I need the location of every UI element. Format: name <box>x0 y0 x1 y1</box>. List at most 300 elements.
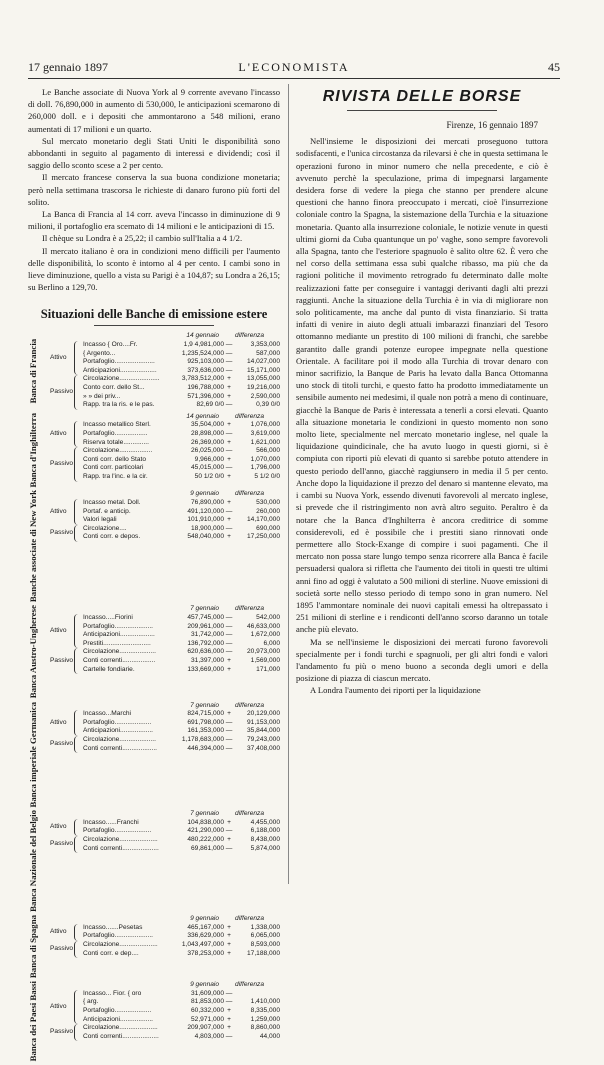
row-label: Conti correnti.................... <box>83 1032 159 1040</box>
bank-table-header <box>50 332 280 341</box>
row-sign: — <box>225 736 233 744</box>
rivista-rule <box>347 110 497 111</box>
bank-body <box>50 413 280 488</box>
row-difference: 8,860,000 <box>250 1024 280 1032</box>
bank-body <box>50 490 280 602</box>
row-value: 101,910,000 <box>187 516 224 524</box>
brace-icon <box>74 941 81 958</box>
table-row <box>83 525 280 534</box>
header-rule <box>28 78 560 79</box>
row-value: 45,015,000 <box>190 464 224 472</box>
bank-group <box>50 1024 280 1041</box>
header-date: 17 gennaio 1897 <box>28 60 108 74</box>
row-difference: 44,000 <box>259 1032 280 1040</box>
brace-icon <box>74 1024 81 1041</box>
row-label: Incasso.......Pesetas <box>83 923 143 931</box>
row-label: Incasso... Fior. { oro <box>83 989 142 997</box>
row-label: Circolazione...................... <box>83 375 160 383</box>
row-label: Conti correnti................... <box>83 744 158 752</box>
brace-icon <box>74 736 81 753</box>
bank-date: 7 gennaio <box>190 810 220 818</box>
brace-icon <box>74 710 81 736</box>
left-paragraph: Il chèque su Londra è a 25,22; il cambio sull'Italia a 4 1/2. <box>42 233 243 244</box>
row-sign: — <box>225 341 233 349</box>
rivista-paragraph: Ma se nell'insieme le disposizioni dei mercati furono favorevoli specialmente per i fondi turchi e spagnuoli, per gli altri fondi e valori l'andamento fu più o meno buono a seconda degli umori e della posizione di piazza di ciascun mercato. <box>296 636 548 684</box>
row-sign: + <box>227 940 231 948</box>
table-row <box>83 745 280 754</box>
table-row <box>83 710 280 719</box>
row-value: 925,103,000 <box>187 358 224 366</box>
table-row <box>83 727 280 736</box>
row-value: 480,222,000 <box>187 836 224 844</box>
table-row <box>83 473 280 482</box>
group-label: Attivo <box>50 718 67 726</box>
bank-group <box>50 614 280 648</box>
brace-icon <box>74 836 81 853</box>
row-label: Anticipazioni.................. <box>83 727 153 735</box>
table-row <box>83 401 280 410</box>
bank-group <box>50 819 280 836</box>
bank-name: Banca Austro-Ungherese <box>28 605 38 699</box>
row-label: Anticipazioni.................. <box>83 1015 153 1023</box>
bank-date: 9 gennaio <box>190 490 220 498</box>
group-label: Attivo <box>50 823 67 831</box>
header-page-number: 45 <box>548 60 560 74</box>
brace-icon <box>74 614 81 648</box>
group-rows <box>83 499 280 525</box>
row-label: Rapp. tra la ris. e le pas. <box>83 401 155 409</box>
bank-block <box>28 605 280 698</box>
row-label: Riserva totale.............. <box>83 438 149 446</box>
row-difference: 8,593,000 <box>250 940 280 948</box>
row-value: 824,715,000 <box>187 710 224 718</box>
group-label: Attivo <box>50 1002 67 1010</box>
row-sign: — <box>225 639 233 647</box>
row-difference: 3,619,000 <box>250 429 280 437</box>
row-difference: 8,335,000 <box>250 1007 280 1014</box>
row-value: 1,235,524,000 <box>181 349 224 357</box>
row-label: Cartelle fondiarie. <box>83 665 135 673</box>
row-label: » » dei priv... <box>83 392 121 400</box>
row-difference: 91,153,000 <box>246 718 280 726</box>
group-rows <box>83 648 280 674</box>
row-sign: + <box>227 384 231 392</box>
row-value: 209,961,000 <box>187 622 224 630</box>
table-row <box>83 990 280 999</box>
table-row <box>83 508 280 517</box>
row-sign: + <box>227 455 231 463</box>
group-label: Attivo <box>50 353 67 361</box>
brace-icon <box>74 525 81 542</box>
group-rows <box>83 1024 280 1041</box>
group-rows <box>83 421 280 447</box>
row-difference: 8,438,000 <box>250 836 280 844</box>
bank-table-header <box>50 981 280 990</box>
row-value: 136,792,000 <box>187 639 224 647</box>
brace-icon <box>74 990 81 1024</box>
left-paragraph: Il mercato italiano è ora in condizioni meno difficili per l'aumento delle disponibilità, lo sconto è intorno al 4 per cento. I cambi sono in lieve diminuzione, quello a vista su Parigi è a 104,87; su Londra a 26,15; su Berlino a 129,70. <box>28 245 280 293</box>
row-label: Incasso...Marchi <box>83 710 132 718</box>
group-rows <box>83 614 280 648</box>
row-value: 196,788,000 <box>187 384 224 392</box>
brace-icon <box>74 648 81 674</box>
row-label: Portafoglio..................... <box>83 932 153 940</box>
section-rule <box>94 325 214 326</box>
row-value: 104,838,000 <box>187 818 224 826</box>
row-label: Conti correnti.................. <box>83 656 156 664</box>
table-row <box>83 614 280 623</box>
table-row <box>83 464 280 473</box>
brace-icon <box>74 421 81 447</box>
group-rows <box>83 375 280 409</box>
table-row <box>83 623 280 632</box>
table-row <box>83 836 280 845</box>
group-rows <box>83 710 280 736</box>
row-difference: 1,070,000 <box>250 455 280 463</box>
row-value: 31,742,000 <box>190 631 224 639</box>
row-label: Valori legali <box>83 516 117 524</box>
row-difference: 5,874,000 <box>250 844 280 852</box>
row-sign: — <box>225 622 233 630</box>
bank-table-header <box>50 490 280 499</box>
row-value: 465,167,000 <box>187 923 224 931</box>
brace-icon <box>74 499 81 525</box>
row-label: Conti corr. e depos. <box>83 533 141 541</box>
bank-group <box>50 836 280 853</box>
row-sign: — <box>225 401 233 409</box>
row-sign: — <box>225 358 233 366</box>
group-label: Passivo <box>50 388 74 396</box>
bank-group <box>50 736 280 753</box>
row-label: Portafoglio..................... <box>83 622 153 630</box>
table-row <box>83 1024 280 1033</box>
row-sign: — <box>225 844 233 852</box>
group-label: Passivo <box>50 529 74 537</box>
bank-date: 7 gennaio <box>190 701 220 709</box>
row-value: 161,353,000 <box>187 727 224 735</box>
bank-diff-label: differenza <box>235 915 264 923</box>
bank-name: Banca Nazionale del Belgio <box>28 810 38 913</box>
left-paragraph: Il mercato francese conserva la sua buona condizione monetaria; però nella settimana trascorsa le richieste di danaro furono più forti del solito. <box>28 172 280 207</box>
row-difference: 13,055,000 <box>246 375 280 383</box>
row-difference: 1,672,000 <box>250 631 280 639</box>
table-row <box>83 640 280 649</box>
right-column <box>296 86 548 697</box>
table-row <box>83 932 280 941</box>
row-value: 620,636,000 <box>187 648 224 656</box>
group-rows <box>83 447 280 481</box>
table-row <box>83 367 280 376</box>
row-value: 31,397,000 <box>190 656 224 664</box>
row-sign: + <box>227 438 231 446</box>
bank-group <box>50 421 280 447</box>
row-value: 35,504,000 <box>190 421 224 429</box>
header-journal-title: L'ECONOMISTA <box>238 60 350 74</box>
row-difference: 1,569,000 <box>250 656 280 664</box>
row-difference: 17,188,000 <box>246 949 280 957</box>
bank-date: 14 gennaio <box>186 412 220 420</box>
table-row <box>83 516 280 525</box>
row-value: 76,890,000 <box>190 498 224 506</box>
row-value: 31,609,000 <box>190 989 224 997</box>
group-label: Attivo <box>50 928 67 936</box>
row-difference: 3,353,000 <box>250 341 280 349</box>
bank-diff-label: differenza <box>235 701 264 709</box>
bank-name: Banca imperiale Germanica <box>28 701 38 808</box>
row-sign: — <box>225 429 233 437</box>
row-value: 26,369,000 <box>190 438 224 446</box>
bank-table-header <box>50 810 280 819</box>
row-sign: — <box>225 631 233 639</box>
table-row <box>83 456 280 465</box>
row-difference: 79,243,000 <box>246 736 280 744</box>
row-difference: 46,633,000 <box>246 622 280 630</box>
row-difference: 1,410,000 <box>250 998 280 1006</box>
row-difference: 260,000 <box>256 507 280 515</box>
row-label: Conti corr. dello Stato <box>83 455 147 463</box>
page-header <box>28 60 560 76</box>
brace-icon <box>74 341 81 375</box>
row-difference: 37,408,000 <box>246 744 280 752</box>
row-difference: 171,000 <box>256 665 280 673</box>
row-label: Incasso metal. Doll. <box>83 498 141 506</box>
row-difference: 542,000 <box>256 614 280 622</box>
bank-block <box>28 981 280 1061</box>
row-label: Prestiti.......................... <box>83 639 151 647</box>
table-row <box>83 393 280 402</box>
group-label: Attivo <box>50 507 67 515</box>
bank-date: 7 gennaio <box>190 605 220 613</box>
row-label: Conti corr. e dep.... <box>83 949 139 957</box>
row-value: 336,629,000 <box>187 932 224 940</box>
row-value: 491,120,000 <box>187 507 224 515</box>
row-value: 457,745,000 <box>187 614 224 622</box>
row-difference: 14,170,000 <box>246 516 280 524</box>
row-value: 9,966,000 <box>194 455 224 463</box>
row-sign: — <box>225 989 233 997</box>
group-label: Passivo <box>50 656 74 664</box>
row-value: 421,290,000 <box>187 827 224 835</box>
row-value: 1,9 4,981,000 <box>183 341 224 349</box>
bank-group <box>50 990 280 1024</box>
row-sign: + <box>227 1007 231 1014</box>
row-sign: + <box>227 533 231 541</box>
table-row <box>83 941 280 950</box>
bank-group <box>50 499 280 525</box>
rivista-paragraph: Nell'insieme le disposizioni dei mercati proseguono tuttora sodisfacenti, e l'unica circostanza da rilevarsi è che in questa settimana le operazioni furono in minor numero che nella precedente, e ciò è avvenuto perchè la speculazione, prima di impegnarsi largamente desidera forse di vedere la piega che stanno per prendere alcune questioni che hanno finora preoccupato i mercati, cioè l'insurrezione coloniale contro la Spagna, la sistemazione della Turchia e la situazione monetaria. Quanto alla insurrezione coloniale, le notizie venute in questi ultimi giorni da Cuba quantunque un po' vaghe, sono sempre favorevoli alla Spagna, tanto che l'esteriore spagnuolo è salito oltre 62. È vero che nel corso della settimana essa subì qualche ribasso, ma più che da ragioni politiche il movimento retrogrado fu determinato dalle molte realizzazioni fatte per conseguire i vantaggi derivanti dagli alti prezzi raggiunti. Anche la situazione della Turchia è in via di migliorare non solo politicamente, ma anche dal punto di vista finanziario. Si tratta infatti di venire in aiuto degli attuali imbarazzi finanziari del Tesoro ottomanno mediante un prestito di 100 milioni di franchi, che sarebbe garantito dalle grandi potenze europee impegnate nella questione Orientale. A facilitare poi il modo alla Turchia di trovar denaro con minor sacrifizio, la Banque de Paris ha levato dalla Banca Ottomanna uno stock di titoli turchi, e questo fatto ha prodotto immediatamente un sensibile aumento nei medesimi, il quale non potrà a meno di continuare, giacchè la Banque de Paris è interessata a tenerli a corsi elevati. Quanto alla situazione monetaria le condizioni in questo momento non sono molto liete, specialmente nel mercato monetario inglese, nel quale la liquidazione quindicinale, che ha avuto luogo in questi giorni, si è compiuta con riporti più elevati di quanto si sarebbe potuto attendere in questo periodo dell'anno, giacchè raggiunsero in media il 5 per cento. Anche dopo la liquidazione il prezzo del denaro si mantenne elevato, ma i cambi su Nuova York, essendo divenuti favorevoli al mercato inglese, si prevede che il ristringimento non avrà altro seguito. Peraltro è da notare che la Banca d'Inghilterra è ancora creditrice di somme considerevoli, ed è possibile che i prestiti siano rinnovati onde permettere allo Stock-Exange di compire i suoi pagamenti. Che il mercato non possa stare lungo tempo senza ricorrere alla Banca è facile persuadersi qualora si rifletta che l'aumento dei titoli in questi tre ultimi anni fino ad oggi è valutato a 500 milioni di sterline. Nuove emissioni di società sorte nello stesso periodo di tempo sono in gran numero. Nel 1895 l'ammontare nominale dei nuovi capitali emessi ha oltrepassato i 251 milioni di sterline e i rendiconti dell'anno scorso daranno un totale anche più elevato. <box>296 136 548 635</box>
row-sign: + <box>227 392 231 400</box>
row-value: 4,803,000 <box>194 1032 224 1040</box>
bank-name: Banca di Francia <box>28 338 38 404</box>
bank-date: 14 gennaio <box>186 332 220 340</box>
row-difference: 4,455,000 <box>250 818 280 826</box>
table-row <box>83 666 280 675</box>
row-sign: + <box>227 1024 231 1032</box>
row-label: Portafoglio.................... <box>83 1007 152 1014</box>
row-value: 691,798,000 <box>187 718 224 726</box>
row-sign: + <box>227 665 231 673</box>
row-sign: — <box>225 718 233 726</box>
bank-diff-label: differenza <box>235 981 264 989</box>
bank-block <box>28 915 280 978</box>
rivista-paragraphs <box>296 135 548 696</box>
row-label: Portaf. e anticip. <box>83 507 131 515</box>
row-value: 18,900,000 <box>190 524 224 532</box>
table-row <box>83 657 280 666</box>
bank-body <box>50 332 280 409</box>
bank-group <box>50 525 280 542</box>
row-difference: 14,027,000 <box>246 358 280 366</box>
row-value: 1,043,497,000 <box>181 940 224 948</box>
bank-group <box>50 648 280 674</box>
row-label: Conto corr. dello St... <box>83 384 145 392</box>
brace-icon <box>74 924 81 941</box>
left-paragraph: Le Banche associate di Nuova York al 9 corrente avevano l'incasso di doll. 76,890,000 in aumento di 530,000, le anticipazioni scemarono di 260,000 doll. e i depositi che ammontarono a 548 milioni, erano aumentati di 17 milioni e un quarto. <box>28 87 280 134</box>
group-rows <box>83 736 280 753</box>
table-row <box>83 1016 280 1025</box>
row-label: { arg. <box>83 998 99 1006</box>
row-value: 446,394,000 <box>187 744 224 752</box>
rivista-dateline: Firenze, 16 gennaio 1897 <box>446 120 538 130</box>
row-value: 82,69 0/0 <box>196 401 224 409</box>
bank-body <box>50 605 280 698</box>
row-sign: + <box>227 1015 231 1023</box>
row-label: Anticipazioni................... <box>83 631 155 639</box>
row-difference: 35,844,000 <box>246 727 280 735</box>
brace-icon <box>74 447 81 481</box>
group-rows <box>83 941 280 958</box>
table-row <box>83 421 280 430</box>
row-difference: 1,259,000 <box>250 1015 280 1023</box>
bank-block <box>28 332 280 409</box>
table-row <box>83 447 280 456</box>
bank-table-header <box>50 702 280 711</box>
row-label: Incasso { Oro....Fr. <box>83 341 138 349</box>
bank-group <box>50 447 280 481</box>
column-divider <box>288 84 289 884</box>
table-row <box>83 998 280 1007</box>
row-difference: 1,796,000 <box>250 464 280 472</box>
row-sign: + <box>227 818 231 826</box>
bank-block <box>28 490 280 602</box>
group-label: Passivo <box>50 460 74 468</box>
bank-tables <box>28 332 280 1061</box>
row-value: 50 1/2 0/0 <box>194 472 224 480</box>
bank-body <box>50 810 280 912</box>
row-value: 69,861,000 <box>190 844 224 852</box>
table-row <box>83 375 280 384</box>
table-row <box>83 631 280 640</box>
left-paragraph: Sul mercato monetario degli Stati Uniti le disponibilità sono abbondanti in seguito al pagamento di interessi e dividendi; così il saggio dello sconto scese a 2 per cento. <box>28 135 280 171</box>
row-difference: 1,076,000 <box>250 421 280 429</box>
group-label: Passivo <box>50 840 74 848</box>
row-label: Conti corr. particolari <box>83 464 144 472</box>
bank-diff-label: differenza <box>235 332 264 340</box>
bank-diff-label: differenza <box>235 810 264 818</box>
row-value: 548,040,000 <box>187 533 224 541</box>
row-sign: — <box>225 614 233 622</box>
group-rows <box>83 990 280 1024</box>
row-difference <box>234 990 280 999</box>
row-difference: 20,129,000 <box>246 710 280 718</box>
row-sign: + <box>227 375 231 383</box>
row-label: Circolazione..................... <box>83 940 158 948</box>
row-difference: 1,621,000 <box>250 438 280 446</box>
row-sign: — <box>225 727 233 735</box>
bank-body <box>50 915 280 978</box>
table-row <box>83 358 280 367</box>
row-sign: + <box>227 472 231 480</box>
group-label: Passivo <box>50 945 74 953</box>
row-difference: 566,000 <box>256 447 280 455</box>
row-label: Conti correnti.................... <box>83 844 159 852</box>
group-rows <box>83 525 280 542</box>
row-sign: + <box>227 932 231 940</box>
row-sign: — <box>225 998 233 1006</box>
table-row <box>83 430 280 439</box>
row-value: 378,253,000 <box>187 949 224 957</box>
row-label: Circolazione..................... <box>83 836 158 844</box>
bank-date: 9 gennaio <box>190 981 220 989</box>
row-difference: 530,000 <box>256 498 280 506</box>
table-row <box>83 1033 280 1042</box>
left-column <box>28 86 280 1065</box>
row-value: 1,178,683,000 <box>181 736 224 744</box>
brace-icon <box>74 819 81 836</box>
row-value: 571,396,000 <box>187 392 224 400</box>
row-label: Rapp. tra l'inc. e la cir. <box>83 472 148 480</box>
row-value: 60,332,000 <box>190 1007 224 1014</box>
row-sign: + <box>227 923 231 931</box>
row-sign: + <box>227 421 231 429</box>
row-value: 52,971,000 <box>190 1015 224 1023</box>
row-label: Incasso......Franchi <box>83 818 139 826</box>
bank-group <box>50 710 280 736</box>
row-difference: 690,000 <box>256 524 280 532</box>
bank-table-header <box>50 413 280 422</box>
bank-table-header <box>50 915 280 924</box>
row-label: Portafoglio.................... <box>83 827 152 835</box>
row-value: 26,025,000 <box>190 447 224 455</box>
group-label: Passivo <box>50 1028 74 1036</box>
row-sign: — <box>225 366 233 374</box>
bank-diff-label: differenza <box>235 412 264 420</box>
row-sign: + <box>227 516 231 524</box>
bank-name: Banche associate di New York <box>28 490 38 603</box>
bank-name: Banca dei Paesi Bassi <box>28 981 38 1062</box>
rivista-title: RIVISTA DELLE BORSE <box>322 88 522 105</box>
bank-diff-label: differenza <box>235 605 264 613</box>
group-label: Attivo <box>50 626 67 634</box>
row-label: Portafoglio...................... <box>83 358 155 366</box>
row-sign: — <box>225 507 233 515</box>
table-row <box>83 719 280 728</box>
bank-date: 9 gennaio <box>190 915 220 923</box>
table-row <box>83 736 280 745</box>
table-row <box>83 950 280 959</box>
row-difference: 6,188,000 <box>250 827 280 835</box>
bank-table-header <box>50 605 280 614</box>
table-row <box>83 827 280 836</box>
row-difference: 2,590,000 <box>250 392 280 400</box>
group-rows <box>83 819 280 836</box>
table-row <box>83 350 280 359</box>
row-sign: — <box>225 1032 233 1040</box>
table-row <box>83 1007 280 1016</box>
table-row <box>83 341 280 350</box>
brace-icon <box>74 375 81 409</box>
row-difference: 15,171,000 <box>246 366 280 374</box>
